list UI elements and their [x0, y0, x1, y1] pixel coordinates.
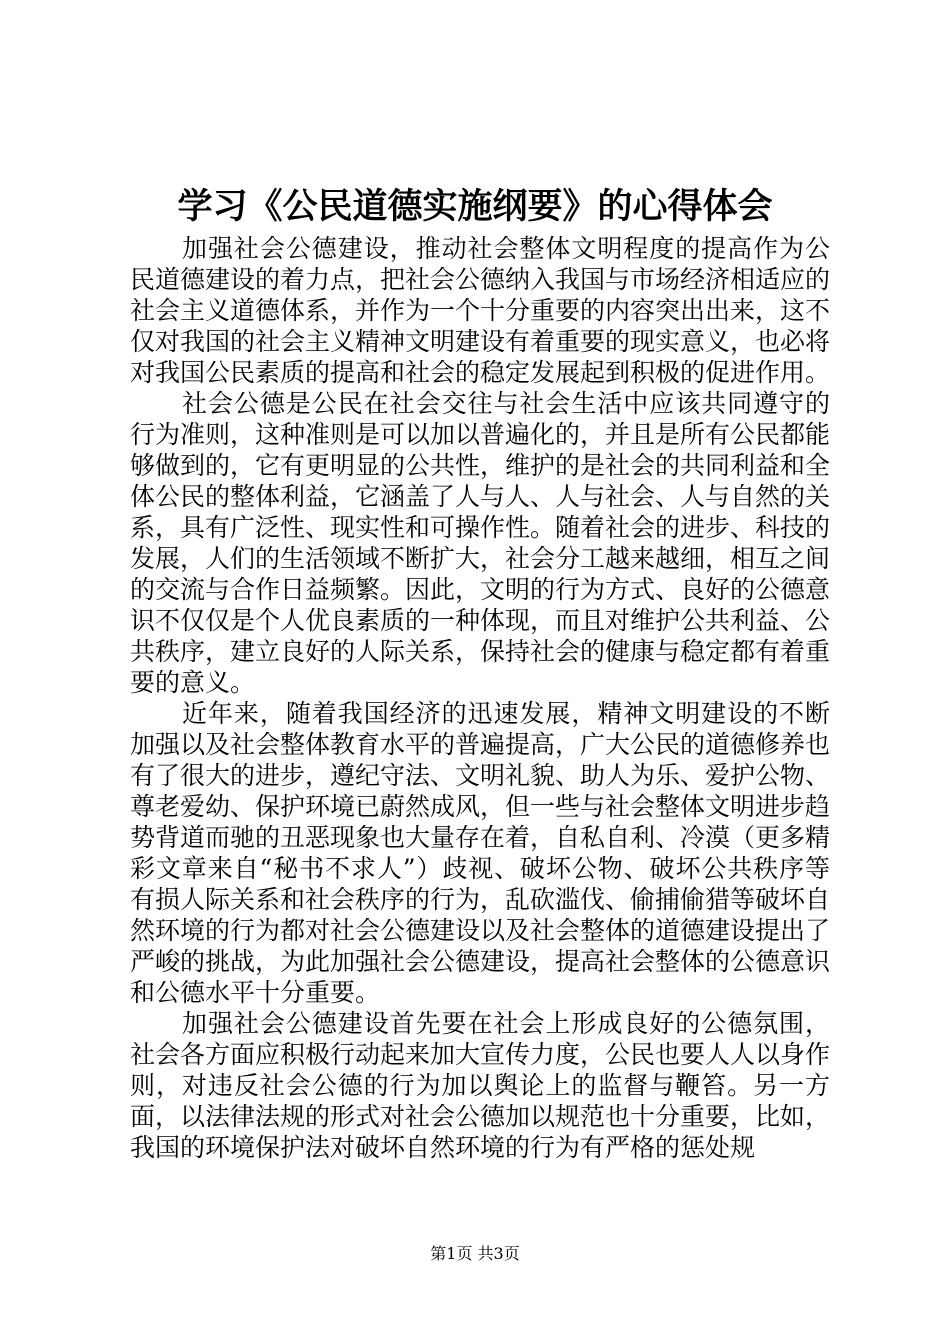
page-footer: 第1页 共3页	[430, 1244, 520, 1263]
paragraph-2: 社会公德是公民在社会交往与社会生活中应该共同遵守的行为准则，这种准则是可以加以普遍化的，并且是所有公民都能够做到的，它有更明显的公共性，维护的是社会的共同利益和全体公民的整体利益，它涵盖了人与人、人与社会、人与自然的关系，具有广泛性、现实性和可操作性。随着社会的进步、科技的发展，人们的生活领域不断扩大，社会分工越来越细，相互之间的交流与合作日益频繁。因此，文明的行为方式、良好的公德意识不仅仅是个人优良素质的一种体现，而且对维护公共利益、公共秩序，建立良好的人际关系，保持社会的健康与稳定都有着重要的意义。	[130, 389, 831, 697]
paragraph-4: 加强社会公德建设首先要在社会上形成良好的公德氛围，社会各方面应积极行动起来加大宣传力度，公民也要人人以身作则，对违反社会公德的行为加以舆论上的监督与鞭笞。另一方面，以法律法规的形式对社会公德加以规范也十分重要，比如，我国的环境保护法对破坏自然环境的行为有严格的惩处规	[130, 1009, 831, 1162]
paragraph-1: 加强社会公德建设，推动社会整体文明程度的提高作为公民道德建设的着力点，把社会公德纳入我国与市场经济相适应的社会主义道德体系，并作为一个十分重要的内容突出出来，这不仅对我国的社会主义精神文明建设有着重要的现实意义，也必将对我国公民素质的提高和社会的稳定发展起到积极的促进作用。	[130, 234, 831, 387]
document-body	[130, 233, 830, 1163]
document-title: 学习《公民道德实施纲要》的心得体会	[177, 187, 773, 227]
paragraph-3: 近年来，随着我国经济的迅速发展，精神文明建设的不断加强以及社会整体教育水平的普遍提高，广大公民的道德修养也有了很大的进步，遵纪守法、文明礼貌、助人为乐、爱护公物、尊老爱幼、保护环境已蔚然成风，但一些与社会整体文明进步趋势背道而驰的丑恶现象也大量存在着，自私自利、冷漠（更多精彩文章来自“秘书不求人”）歧视、破坏公物、破坏公共秩序等有损人际关系和社会秩序的行为，乱砍滥伐、偷捕偷猎等破坏自然环境的行为都对社会公德建设以及社会整体的道德建设提出了严峻的挑战，为此加强社会公德建设，提高社会整体的公德意识和公德水平十分重要。	[130, 699, 831, 1007]
